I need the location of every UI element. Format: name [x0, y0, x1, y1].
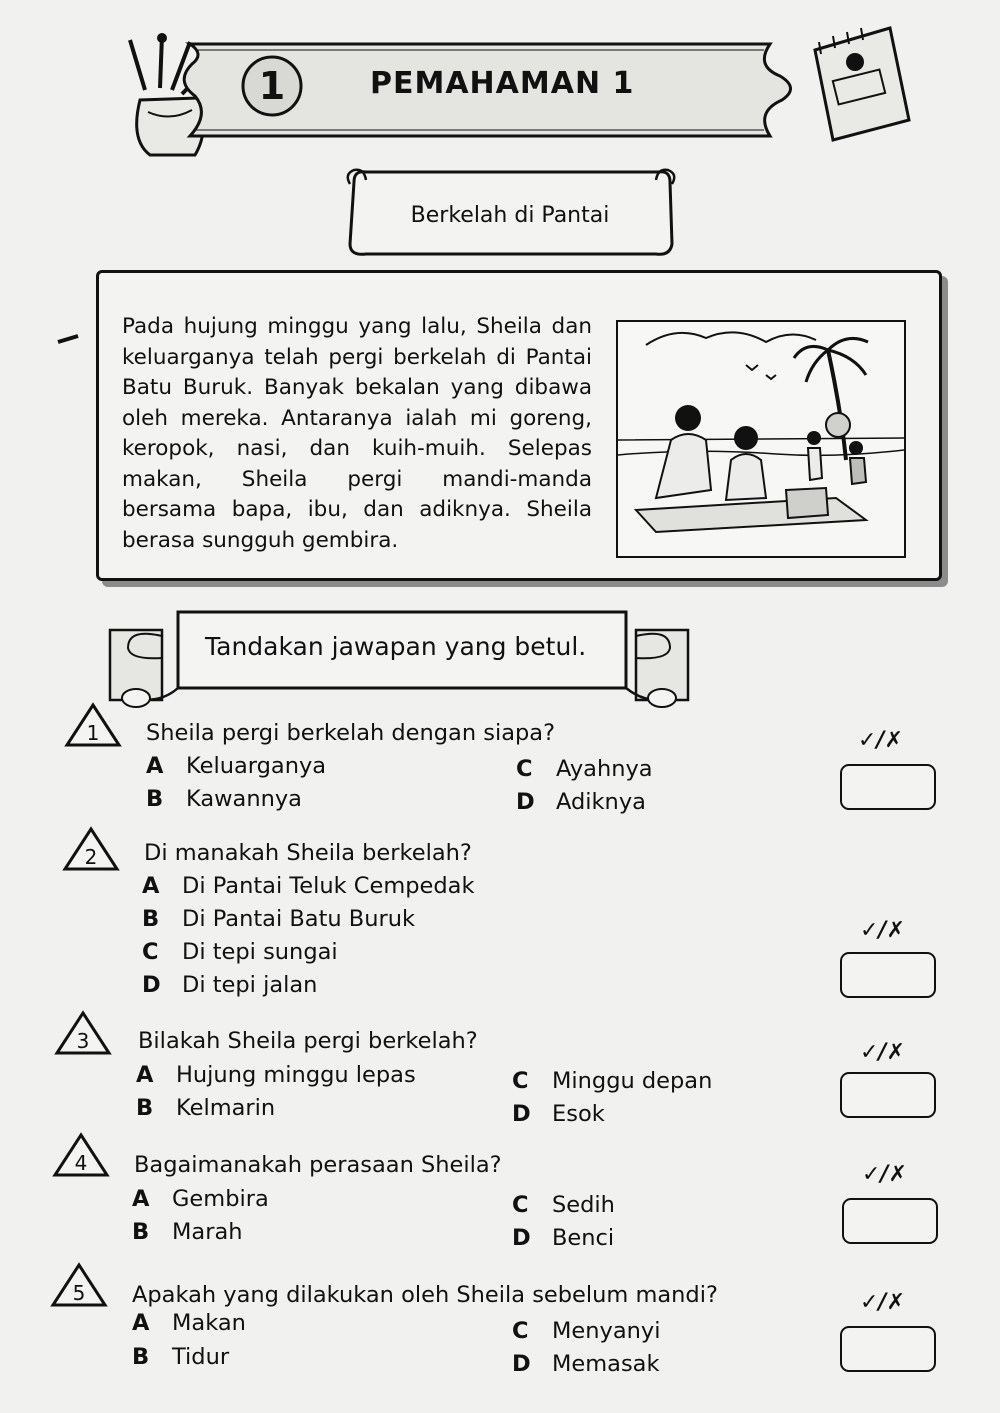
question-number: 5 [72, 1281, 86, 1305]
instruction-text: Tandakan jawapan yang betul. [205, 632, 587, 661]
question-number: 4 [74, 1151, 88, 1175]
option-c[interactable]: C Minggu depan [512, 1068, 713, 1094]
option-a[interactable]: A Keluarganya [146, 753, 327, 779]
question-number-triangle [62, 826, 120, 872]
option-a[interactable]: A Gembira [132, 1186, 269, 1212]
option-d[interactable]: D Di tepi jalan [142, 972, 318, 998]
question-text: Bagaimanakah perasaan Sheila? [134, 1152, 502, 1178]
pencil-mark [56, 334, 80, 344]
option-d[interactable]: D Memasak [512, 1351, 660, 1377]
story-title: Berkelah di Pantai [410, 203, 610, 228]
question-number: 1 [86, 721, 100, 745]
tick-cross-label: ✓/✗ [860, 1040, 905, 1065]
option-c[interactable]: C Menyanyi [512, 1318, 661, 1344]
answer-box[interactable] [840, 764, 936, 810]
lesson-number: 1 [258, 64, 286, 108]
option-c[interactable]: C Di tepi sungai [142, 939, 338, 965]
tick-cross-label: ✓/✗ [860, 918, 905, 943]
tick-cross-label: ✓/✗ [862, 1162, 907, 1187]
question-number-triangle [50, 1262, 108, 1308]
option-d[interactable]: D Benci [512, 1225, 615, 1251]
question-text: Sheila pergi berkelah dengan siapa? [146, 720, 556, 746]
notepad-illustration [805, 20, 915, 145]
option-b[interactable]: B Di Pantai Batu Buruk [142, 906, 416, 932]
option-c[interactable]: C Ayahnya [516, 756, 653, 782]
option-d[interactable]: D Adiknya [516, 789, 646, 815]
option-b[interactable]: B Kawannya [146, 786, 302, 812]
question-number-triangle [64, 702, 122, 748]
option-d[interactable]: D Esok [512, 1101, 605, 1127]
option-b[interactable]: B Kelmarin [136, 1095, 276, 1121]
question-number: 3 [76, 1029, 90, 1053]
lesson-number-badge [240, 54, 304, 118]
question-text: Apakah yang dilakukan oleh Sheila sebelum mandi? [132, 1282, 718, 1308]
tick-cross-label: ✓/✗ [858, 728, 903, 753]
answer-box[interactable] [842, 1198, 938, 1244]
answer-box[interactable] [840, 1072, 936, 1118]
option-a[interactable]: A Di Pantai Teluk Cempedak [142, 873, 475, 899]
question-number: 2 [84, 845, 98, 869]
tick-cross-label: ✓/✗ [860, 1290, 905, 1315]
question-text: Di manakah Sheila berkelah? [144, 840, 472, 866]
answer-box[interactable] [840, 952, 936, 998]
beach-picnic-illustration [616, 320, 906, 558]
question-number-triangle [52, 1132, 110, 1178]
option-c[interactable]: C Sedih [512, 1192, 615, 1218]
passage-text: Pada hujung minggu yang lalu, Sheila dan keluarganya telah pergi berkelah di Pantai Batu Buruk. Banyak bekalan yang dibawa oleh mereka. Antaranya ialah mi goreng, keropok, nasi, dan kuih-muih. Selepas makan, Sheila pergi mandi-manda bersama bapa, ibu, dan adiknya. Sheila berasa sungguh gembira. [122, 314, 592, 553]
option-a[interactable]: A Makan [132, 1310, 246, 1336]
instruction-scroll [100, 608, 698, 718]
option-b[interactable]: B Marah [132, 1219, 243, 1245]
question-text: Bilakah Sheila pergi berkelah? [138, 1028, 478, 1054]
page-title: PEMAHAMAN 1 [370, 66, 635, 101]
answer-box[interactable] [840, 1326, 936, 1372]
option-a[interactable]: A Hujung minggu lepas [136, 1062, 416, 1088]
question-number-triangle [54, 1010, 112, 1056]
option-b[interactable]: B Tidur [132, 1344, 230, 1370]
